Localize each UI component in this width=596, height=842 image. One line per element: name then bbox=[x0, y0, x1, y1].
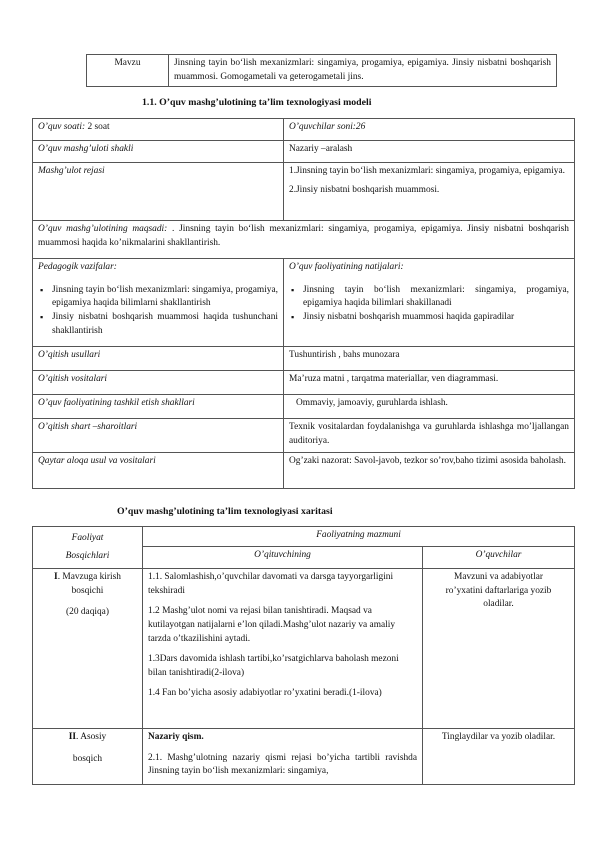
stage-2-num: II bbox=[68, 732, 77, 742]
stage-2-text: . Asosiy bbox=[76, 732, 107, 742]
task-item: ▪ Jinsiy nisbatni boshqarish muammosi haqida tushunchani shakllantirish bbox=[38, 311, 278, 338]
task-item: ▪ Jinsning tayin bo‘lish mexanizmlari: singamiya, progamiya, epigamiya haqida bilimlarni shakllantirish bbox=[38, 284, 278, 311]
results-list bbox=[289, 284, 569, 325]
teacher-step: 2.1. Mashg’ulotning nazariy qismi rejasi bo’yicha tartibli ravishda Jinsning tayin bo‘lish mexanizmlari: singamiya, bbox=[148, 752, 417, 777]
tasks-list bbox=[38, 284, 278, 339]
topic-value: Jinsning tayin bo‘lish mexanizmlari: singamiya, progamiya, epigamiya. Jinsiy nisbatni boshqarish muammosi. Gomogametali va geterogametali jins. bbox=[169, 55, 557, 87]
col-teacher-header: O’qituvchining bbox=[143, 547, 423, 569]
stage-1-text: . Mavzuga kirish bosqichi bbox=[57, 572, 121, 596]
topic-label: Mavzu bbox=[87, 55, 169, 87]
teacher-section-title: Nazariy qism. bbox=[148, 732, 204, 742]
results-label: O’quv faoliyatining natijalari: bbox=[289, 262, 404, 272]
students-count: O’quvchilar soni:26 bbox=[284, 119, 575, 141]
plan-item-1: 1.Jinsning tayin bo‘lish mexanizmlari: singamiya, progamiya, epigamiya. bbox=[289, 166, 565, 176]
stage-1-num: I bbox=[54, 572, 58, 582]
tasks-label: Pedagogik vazifalar: bbox=[38, 262, 117, 272]
model-table bbox=[32, 118, 575, 489]
stage-2-students: Tinglaydilar va yozib oladilar. bbox=[423, 729, 575, 785]
goal-text: . Jinsning tayin bo‘lish mexanizmlari: singamiya, progamiya, epigamiya. Jinsiy nisbatni boshqarish muammosi haqida ko’nikmalarini shakllantirish. bbox=[38, 224, 569, 248]
teacher-step: 1.3Dars davomida ishlash tartibi,ko’rsatgichlarva baholash mezoni bilan tanishtiradi(2-ilova) bbox=[148, 654, 399, 678]
conditions-value: Texnik vositalardan foydalanishga va guruhlarda ishlashga mo’ljallangan auditoriya. bbox=[284, 419, 575, 453]
model-heading: 1.1. O’quv mashg’ulotining ta’lim texnologiyasi modeli bbox=[142, 97, 372, 108]
feedback-label: Qaytar aloqa usul va vositalari bbox=[33, 453, 284, 489]
org-label: O’quv faoliyatining tashkil etish shakllari bbox=[33, 395, 284, 419]
result-item: ▪ Jinsning tayin bo‘lish mexanizmlari: singamiya, progamiya, epigamiya haqida bilimlari shakillanadi bbox=[289, 284, 569, 311]
stage-1-students: Mavzuni va adabiyotlar ro’yxatini daftarlariga yozib oladilar. bbox=[423, 569, 575, 729]
stage-2-title bbox=[38, 731, 137, 745]
plan-cell bbox=[284, 163, 575, 221]
stage-1-time: (20 daqiqa) bbox=[66, 607, 109, 618]
stage-2-teacher bbox=[143, 729, 423, 785]
time-value: 2 soat bbox=[87, 122, 110, 132]
result-item: ▪ Jinsiy nisbatni boshqarish muammosi haqida gapiradilar bbox=[289, 311, 569, 325]
methods-label: O’qitish usullari bbox=[33, 347, 284, 371]
teacher-step: 1.1. Salomlashish,o’quvchilar davomati va darsga tayyorgarligini tekshiradi bbox=[148, 572, 394, 596]
org-value: Ommaviy, jamoaviy, guruhlarda ishlash. bbox=[284, 395, 575, 419]
form-label: O’quv mashg’uloti shakli bbox=[33, 141, 284, 163]
map-heading: O’quv mashg’ulotining ta’lim texnologiyasi xaritasi bbox=[117, 506, 333, 517]
methods-value: Tushuntirish , bahs munozara bbox=[284, 347, 575, 371]
results-cell bbox=[284, 259, 575, 347]
time-label: O’quv soati: bbox=[38, 122, 86, 132]
plan-item-2: 2.Jinsiy nisbatni boshqarish muammosi. bbox=[289, 184, 440, 195]
topic-table bbox=[86, 54, 557, 87]
tools-value: Ma’ruza matni , tarqatma materiallar, ven diagrammasi. bbox=[284, 371, 575, 395]
teacher-step: 1.4 Fan bo’yicha asosiy adabiyotlar ro’yxatini beradi.(1-ilova) bbox=[148, 688, 382, 699]
col-stage-header bbox=[33, 527, 143, 569]
plan-label: Mashg’ulot rejasi bbox=[33, 163, 284, 221]
teacher-step: 1.2 Mashg’ulot nomi va rejasi bilan tanishtiradi. Maqsad va kutilayotgan natijalarni e’lon qiladi.Mashg’ulot nazariy va amaliy tarzda o’tkazilishini aytadi. bbox=[148, 606, 396, 644]
col-students-header: O’quvchilar bbox=[423, 547, 575, 569]
goal-label: O’quv mashg’ulotining maqsadi: bbox=[38, 224, 168, 234]
stage-2-cell bbox=[33, 729, 143, 785]
stage-1-cell bbox=[33, 569, 143, 729]
stage-2-sub: bosqich bbox=[72, 753, 103, 764]
form-value: Nazariy –aralash bbox=[284, 141, 575, 163]
map-table bbox=[32, 526, 575, 785]
stage-1-teacher bbox=[143, 569, 423, 729]
col-stage-2: Bosqichlari bbox=[65, 550, 110, 561]
tools-label: O’qitish vositalari bbox=[33, 371, 284, 395]
tasks-cell bbox=[33, 259, 284, 347]
conditions-label: O’qitish shart –sharoitlari bbox=[33, 419, 284, 453]
goal-cell bbox=[33, 221, 575, 259]
col-stage-1: Faoliyat bbox=[71, 532, 104, 543]
col-content-header: Faoliyatning mazmuni bbox=[143, 527, 575, 547]
time-cell bbox=[33, 119, 284, 141]
feedback-value: Og’zaki nazorat: Savol-javob, tezkor so’rov,baho tizimi asosida baholash. bbox=[284, 453, 575, 489]
stage-1-title bbox=[38, 571, 137, 598]
